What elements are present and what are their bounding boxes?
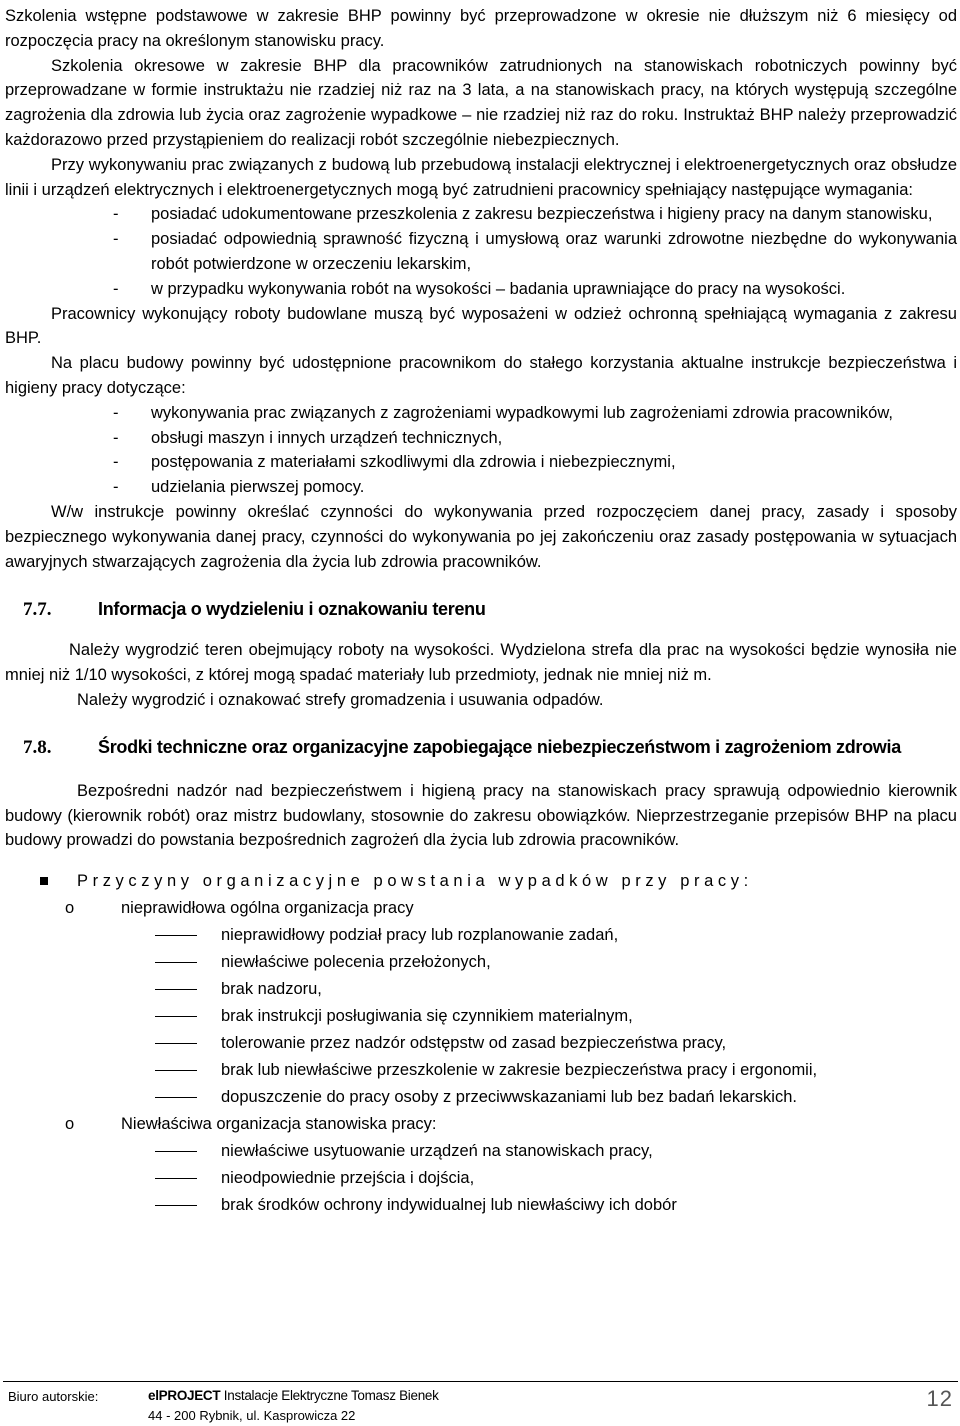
dash-icon [155, 1151, 197, 1152]
paragraph-supervision: Bezpośredni nadzór nad bezpieczeństwem i higieną pracy na stanowiskach pracy sprawują odpowiednio kierownik budowy (kierownik robót) oraz mistrz budowlany, stosownie do zakresu obowiązków. Nieprzestrzeganie przepisów BHP na placu budowy prowadzi do powstania bezpośrednich zagrożeń dla życia lub zdrowia pracowników. [5, 781, 957, 850]
paragraph-periodic-training: Szkolenia okresowe w zakresie BHP dla pracowników zatrudnionych na stanowiskach robotniczych powinny być przeprowadzane w formie instruktażu nie rzadziej niż raz na 3 lata, a na stanowiskach pracy, na których występują szczególne zagrożenia dla zdrowia lub życia oraz zagrożenie wypadkowe – nie rzadziej niż raz do roku. Instruktaż BHP należy przeprowadzić każdorazowo przed przystąpieniem do realizacji robót szczególnie niebezpiecznych. [5, 56, 957, 149]
dash-icon [155, 1205, 197, 1206]
paragraph-fencing: Należy wygrodzić teren obejmujący roboty na wysokości. Wydzielona strefa dla prac na wysokości będzie wynosiła nie mniej niż 1/10 wysokości, z której mogą spadać materiały lub przedmioty, jednak nie mniej niż m. [5, 641, 957, 685]
dash-icon [155, 935, 197, 936]
dash-icon [155, 962, 197, 963]
page-footer [0, 1381, 960, 1426]
paragraph-protective-clothing: Pracownicy wykonujący roboty budowlane muszą być wyposażeni w odzież ochronną spełniającą wymagania z zakresu BHP. [5, 304, 957, 348]
instruction-item: - obsługi maszyn i innych urządzeń technicznych, [113, 428, 503, 447]
footer-divider [3, 1381, 958, 1382]
paragraph-instructions: Na placu budowy powinny być udostępnione pracownikom do stałego korzystania aktualne instrukcje bezpieczeństwa i higieny pracy dotyczące: [5, 354, 957, 397]
dash-icon [155, 1097, 197, 1098]
cause-item: brak instrukcji posługiwania się czynnikiem materialnym, [5, 1003, 957, 1030]
paragraph-electrical-work: Przy wykonywaniu prac związanych z budową lub przebudową instalacji elektrycznej i elektroenergetycznych oraz obsłudze linii i urządzeń elektrycznych i elektroenergetycznych mogą być zatrudnieni pracownicy spełniający następujące wymagania: [5, 155, 957, 199]
footer-label: Biuro autorskie: [8, 1389, 99, 1404]
requirement-item: - posiadać udokumentowane przeszkolenia z zakresu bezpieczeństwa i higieny pracy na danym stanowisku, [113, 205, 933, 224]
instruction-item: - postępowania z materiałami szkodliwymi dla zdrowia i niebezpiecznymi, [113, 453, 676, 472]
section-heading-7-7 [5, 597, 957, 627]
document-page [5, 4, 957, 1219]
instruction-item: - udzielania pierwszej pomocy. [113, 478, 365, 497]
section-title: Środki techniczne oraz organizacyjne zapobiegające niebezpieczeństwom i zagrożeniom zdrowia [98, 736, 901, 757]
cause-item: nieprawidłowy podział pracy lub rozplanowanie zadań, [5, 922, 957, 949]
cause-item: brak środków ochrony indywidualnej lub niewłaściwy ich dobór [5, 1192, 957, 1219]
section-number: 7.8. [23, 736, 52, 758]
paragraph-initial-training: Szkolenia wstępne podstawowe w zakresie BHP powinny być przeprowadzone w okresie nie dłuższym niż 6 miesięcy od rozpoczęcia pracy na określonym stanowisku pracy. [5, 7, 957, 50]
cause-item: niewłaściwe usytuowanie urządzeń na stanowiskach pracy, [5, 1138, 957, 1165]
dash-icon [155, 1070, 197, 1071]
footer-address: 44 - 200 Rybnik, ul. Kasprowicza 22 [148, 1408, 356, 1423]
section-number: 7.7. [23, 599, 52, 621]
cause-group: o Niewłaściwa organizacja stanowiska pracy: [65, 1115, 437, 1134]
dash-icon [155, 1016, 197, 1017]
section-title: Informacja o wydzieleniu i oznakowaniu terenu [98, 599, 486, 620]
paragraph-waste-zone: Należy wygrodzić i oznakować strefy gromadzenia i usuwania odpadów. [77, 690, 604, 709]
instruction-item: - wykonywania prac związanych z zagrożeniami wypadkowymi lub zagrożeniami zdrowia pracowników, [113, 403, 893, 422]
dash-icon [155, 1178, 197, 1179]
cause-item: tolerowanie przez nadzór odstępstw od zasad bezpieczeństwa pracy, [5, 1030, 957, 1057]
section-heading-7-8 [5, 735, 957, 765]
dash-icon [155, 989, 197, 990]
footer-company: elPROJECT Instalacje Elektryczne Tomasz Bienek [148, 1388, 439, 1403]
cause-item: brak nadzoru, [5, 976, 957, 1003]
cause-item: brak lub niewłaściwe przeszkolenie w zakresie bezpieczeństwa pracy i ergonomii, [5, 1057, 957, 1084]
cause-group: o nieprawidłowa ogólna organizacja pracy [65, 899, 414, 918]
page-number: 12 [926, 1386, 953, 1411]
dash-icon [155, 1043, 197, 1044]
cause-item: niewłaściwe polecenia przełożonych, [5, 949, 957, 976]
requirement-item: - w przypadku wykonywania robót na wysokości – badania uprawniające do pracy na wysokości. [113, 279, 846, 298]
causes-heading: Przyczyny organizacyjne powstania wypadków przy pracy: [5, 869, 957, 895]
cause-item: dopuszczenie do pracy osoby z przeciwwskazaniami lub bez badań lekarskich. [5, 1084, 957, 1111]
paragraph-instruction-contents: W/w instrukcje powinny określać czynności do wykonywania przed rozpoczęciem danej pracy, zasady i sposoby bezpiecznego wykonywania danej pracy, czynności do wykonywania po jej zakończeniu oraz zasady postępowania w sytuacjach awaryjnych stwarzających zagrożenia dla życia lub zdrowia pracowników. [5, 502, 957, 571]
requirement-item: - posiadać odpowiednią sprawność fizyczną i umysłową oraz warunki zdrowotne niezbędne do wykonywania robót potwierdzone w orzeczeniu lekarskim, [113, 230, 957, 273]
square-bullet-icon [40, 877, 48, 885]
cause-item: nieodpowiednie przejścia i dojścia, [5, 1165, 957, 1192]
